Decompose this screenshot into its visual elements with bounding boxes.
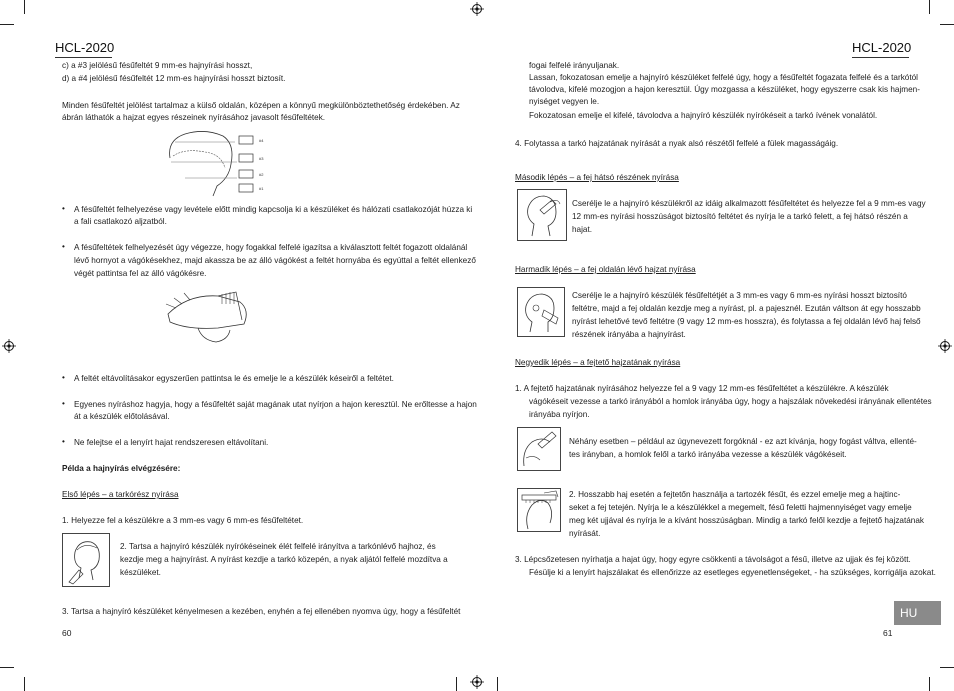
comb-lift-illustration — [517, 488, 561, 532]
step-heading: Második lépés – a fej hátsó részének nyírása — [515, 173, 679, 182]
list-item-d: d) a #4 jelölésű fésűfeltét 12 mm-es hajnyírási hosszt biztosít. — [62, 74, 286, 83]
step-heading: Első lépés – a tarkórész nyírása — [62, 490, 179, 499]
step-text: részének irányába a hajnyírást. — [572, 330, 686, 339]
step-item: 3. Tartsa a hajnyíró készüléket kényelmesen a kezében, enyhén a fej ellenében nyomva úgy, hogy a fésűfeltét — [62, 607, 461, 616]
page-number: 61 — [883, 628, 893, 638]
bullet-text: A feltét eltávolításakor egyszerűen pattintsa le és emelje le a készülék késeiről a feltétet. — [74, 374, 394, 383]
step-heading: Negyedik lépés – a fejtető hajzatának nyírása — [515, 358, 681, 367]
bullet-text: A fésűfeltét felhelyezése vagy levétele előtt mindig kapcsolja ki a készüléket és hálózati csatlakozóját húzza ki — [74, 205, 473, 214]
step-item: Fésülje ki a lenyírt hajszálakat és ellenőrizze az esetleges egyenetlenségeket, - ha szükséges, korrigálja azokat. — [529, 568, 936, 577]
step-item: irányába nyírjon. — [529, 410, 590, 419]
comb-label: #4 — [259, 138, 264, 143]
step-item: 1. Helyezze fel a készülékre a 3 mm-es vagy 6 mm-es fésűfeltétet. — [62, 516, 304, 525]
bullet-text: lévő hornyot a vágókésekhez, majd akassza be az álló vágókést a feltét hornyába és egyúttal a feltét ellenkező — [74, 256, 476, 265]
nape-clipping-illustration — [62, 533, 110, 587]
step-text: 12 mm-es nyírási hosszúságot biztosító feltétet és nyírja le a tarkó felett, a fej hátsó részén a — [572, 212, 908, 221]
step-note: Néhány esetben – például az úgynevezett forgóknál - ez azt kívánja, hogy fogást váltva, ellenté- — [569, 437, 917, 446]
bullet-text: a fali csatlakozó aljzatból. — [74, 217, 167, 226]
step-text: Cserélje le a hajnyíró készülékről az idáig alkalmazott fésűfeltétet és helyezze fel a 9 mm-es vagy — [572, 199, 926, 208]
continued-text: nyiséget vegyen le. — [529, 97, 600, 106]
step-note: tes irányban, a homlok felől a tarkó irányába vezesse a készülék vágókéseit. — [569, 450, 847, 459]
back-of-head-illustration — [517, 189, 567, 241]
example-heading: Példa a hajnyírás elvégzésére: — [62, 464, 181, 473]
bullet-text: Ne felejtse el a lenyírt hajat rendszeresen eltávolítani. — [74, 438, 269, 447]
step-text: hajat. — [572, 225, 593, 234]
page-header-model: HCL-2020 — [852, 40, 912, 55]
bullet-dot: • — [62, 373, 65, 382]
bullet-text: végét pattintsa fel az álló vágókésre. — [74, 269, 207, 278]
step-text: feltétre, majd a fej oldalán kezdje meg a nyírást, pl. a pajesznél. Ezután váltson át egy hosszabb — [572, 304, 921, 313]
bullet-dot: • — [62, 204, 65, 213]
step-item: vágókéseit vezesse a tarkó irányából a homlok irányába úgy, hogy a hajszálak növekedési irányának ellentétes — [529, 397, 932, 406]
page-number: 60 — [62, 628, 72, 638]
step-item: 2. Tartsa a hajnyíró készülék nyírókéseinek élét felfelé irányítva a tarkónlévő hajhoz, és — [120, 542, 436, 551]
bullet-dot: • — [62, 399, 65, 408]
step-item: meg két ujjával és nyírja le a kívánt hosszúságban. Mindig a tarkó felől kezdje a fejtető hajzatának — [569, 516, 924, 525]
continued-text: Fokozatosan emelje el kifelé, távolodva a hajnyíró készülék nyírókéseit a tarkó ívének vonalától. — [529, 111, 878, 120]
bullet-dot: • — [62, 242, 65, 251]
step-item: nyírását. — [569, 529, 601, 538]
header-rule — [55, 57, 112, 58]
intro-line: ábrán láthatók a hajzat egyes részeinek nyírásához javasolt fésűfeltétek. — [62, 113, 326, 122]
step-item: 1. A fejtető hajzatának nyírásához helyezze fel a 9 vagy 12 mm-es fésűfeltétet a készülékre. A készülék — [515, 384, 889, 393]
bullet-text: A fésűfeltétek felhelyezését úgy végezze, hogy fogakkal felfelé igazítsa a kiválasztott feltét fogazott oldalánál — [74, 243, 468, 252]
step-item: 2. Hosszabb haj esetén a fejtetőn használja a tartozék fésűt, és ezzel emelje meg a hajtinc- — [569, 490, 901, 499]
list-item-c: c) a #3 jelölésű fésűfeltét 9 mm-es hajnyírási hosszt, — [62, 61, 253, 70]
intro-line: Minden fésűfeltét jelölést tartalmaz a külső oldalán, középen a könnyű megkülönböztethetőség érdekében. Az — [62, 101, 460, 110]
comb-label: #2 — [259, 172, 264, 177]
right-page — [477, 0, 954, 691]
continued-text: távolodva, kifelé mozogjon a hajon keresztül. Úgy mozgassa a készüléket, hogy egyszerre csak kis hajmen- — [529, 85, 920, 94]
step-text: nyírást lehetővé tevő feltétre (9 vagy 12 mm-es hosszra), és folytassa a fej oldalán lévő haj felső — [572, 317, 921, 326]
comb-label: #3 — [259, 156, 264, 161]
bullet-dot: • — [62, 437, 65, 446]
step-item: készüléket. — [120, 568, 161, 577]
comb-label: #1 — [259, 186, 264, 191]
attach-comb-illustration — [158, 284, 268, 346]
continued-text: Lassan, fokozatosan emelje a hajnyíró készüléket felfelé úgy, hogy a fésűfeltét fogazata felfelé és a tarkótól — [529, 73, 918, 82]
side-of-head-illustration — [517, 287, 565, 337]
crown-clipping-illustration — [517, 427, 561, 471]
language-tab: HU — [894, 601, 941, 625]
head-comb-guide-illustration — [165, 128, 275, 200]
continued-text: fogai felfelé irányuljanak. — [529, 61, 620, 70]
step-item: kezdje meg a hajnyírást. A nyírást kezdje a tarkó közepén, a nyak aljától felfelé mozdítva a — [120, 555, 448, 564]
bullet-text: át a készülék előtolásával. — [74, 412, 170, 421]
step-item: 4. Folytassa a tarkó hajzatának nyírását a nyak alsó részétől felfelé a fülek magasságáig. — [515, 139, 839, 148]
step-item: seket a fej tetején. Nyírja le a készülékkel a megemelt, fésű feletti hajmennyiséget vagy emelje — [569, 503, 912, 512]
header-rule — [852, 57, 909, 58]
step-item: 3. Lépcsőzetesen nyírhatja a hajat úgy, hogy egyre csökkenti a távolságot a fésű, illetve az ujjak és fej között. — [515, 555, 911, 564]
step-heading: Harmadik lépés – a fej oldalán lévő hajzat nyírása — [515, 265, 696, 274]
bullet-text: Egyenes nyíráshoz hagyja, hogy a fésűfeltét saját magának utat nyírjon a hajon keresztül. Ne erőltesse a hajon — [74, 400, 477, 409]
page-header-model: HCL-2020 — [55, 40, 115, 55]
step-text: Cserélje le a hajnyíró készülék fésűfeltétjét a 3 mm-es vagy 6 mm-es nyírási hosszt biztosító — [572, 291, 907, 300]
